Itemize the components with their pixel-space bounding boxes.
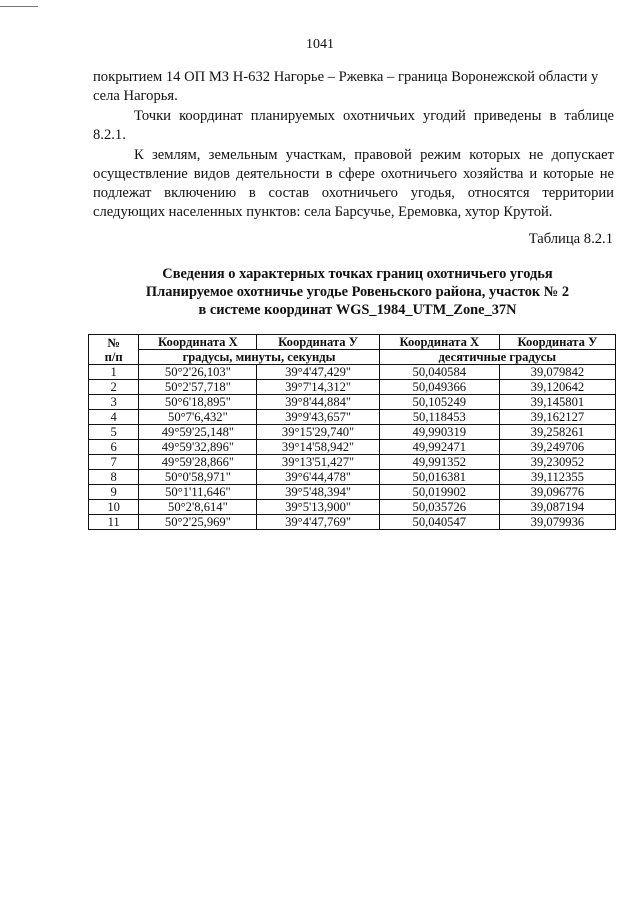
cell-coord-y: 39°4'47,429" xyxy=(257,365,379,380)
cell-coord-x-decimal: 49,991352 xyxy=(379,455,499,470)
header-dms-units: градусы, минуты, секунды xyxy=(139,350,379,365)
table-row xyxy=(89,485,616,500)
cell-coord-y-decimal: 39,087194 xyxy=(499,500,615,515)
table-row xyxy=(89,425,616,440)
cell-coord-y: 39°13'51,427" xyxy=(257,455,379,470)
header-coord-y: Координата У xyxy=(257,335,379,350)
cell-coord-y-decimal: 39,162127 xyxy=(499,410,615,425)
page-number: 1041 xyxy=(306,37,334,52)
cell-coord-x-decimal: 49,990319 xyxy=(379,425,499,440)
heading-line-1: Сведения о характерных точках границ охотничьего угодья xyxy=(162,266,553,282)
paragraph-3: К землям, земельным участкам, правовой режим которых не допускает осуществление видов деятельности в сфере охотничьего хозяйства и которые не подлежат включению в состав охотничьего угодья, относятся территории следующих населенных пунктов: села Барсучье, Еремовка, хутор Крутой. xyxy=(93,147,614,220)
cell-coord-x: 50°2'57,718" xyxy=(139,380,257,395)
header-coord-y-decimal: Координата У xyxy=(499,335,615,350)
table-row xyxy=(89,395,616,410)
coordinates-table xyxy=(88,334,616,530)
table-body xyxy=(89,365,616,530)
cell-coord-y: 39°5'48,394" xyxy=(257,485,379,500)
cell-coord-y: 39°7'14,312" xyxy=(257,380,379,395)
cell-coord-x: 50°2'25,969" xyxy=(139,515,257,530)
cell-coord-y-decimal: 39,079936 xyxy=(499,515,615,530)
heading-line-2: Планируемое охотничье угодье Ровеньского района, участок № 2 xyxy=(145,284,570,300)
table-row xyxy=(89,365,616,380)
cell-coord-x-decimal: 50,040547 xyxy=(379,515,499,530)
cell-coord-y-decimal: 39,096776 xyxy=(499,485,615,500)
cell-number: 8 xyxy=(89,470,139,485)
cell-coord-y-decimal: 39,145801 xyxy=(499,395,615,410)
cell-coord-x: 50°6'18,895" xyxy=(139,395,257,410)
cell-coord-y-decimal: 39,230952 xyxy=(499,455,615,470)
header-coord-x-decimal: Координата X xyxy=(379,335,499,350)
cell-number: 1 xyxy=(89,365,139,380)
table-row xyxy=(89,410,616,425)
cell-coord-y-decimal: 39,079842 xyxy=(499,365,615,380)
cell-number: 11 xyxy=(89,515,139,530)
cell-coord-x: 50°0'58,971" xyxy=(139,470,257,485)
table-header-row xyxy=(89,335,616,350)
paragraph-2: Точки координат планируемых охотничьих угодий приведены в таблице 8.2.1. xyxy=(93,108,614,143)
cell-coord-y: 39°9'43,657" xyxy=(257,410,379,425)
cell-coord-y: 39°6'44,478" xyxy=(257,470,379,485)
cell-coord-x-decimal: 50,049366 xyxy=(379,380,499,395)
paragraph-1: покрытием 14 ОП МЗ Н-632 Нагорье – Ржевка – граница Воронежской области у села Нагорья. xyxy=(93,69,599,104)
cell-coord-y: 39°8'44,884" xyxy=(257,395,379,410)
cell-coord-x-decimal: 50,019902 xyxy=(379,485,499,500)
cell-coord-x: 50°2'8,614" xyxy=(139,500,257,515)
header-number xyxy=(89,335,139,365)
cell-number: 7 xyxy=(89,455,139,470)
cell-coord-y-decimal: 39,258261 xyxy=(499,425,615,440)
cell-coord-x-decimal: 50,118453 xyxy=(379,410,499,425)
header-number-line-2: п/п xyxy=(104,349,123,364)
cell-coord-x-decimal: 50,105249 xyxy=(379,395,499,410)
table-units-row xyxy=(89,350,616,365)
table-heading xyxy=(80,265,635,319)
cell-coord-x: 49°59'25,148" xyxy=(139,425,257,440)
table-row xyxy=(89,470,616,485)
cell-number: 5 xyxy=(89,425,139,440)
cell-number: 2 xyxy=(89,380,139,395)
cell-coord-y-decimal: 39,249706 xyxy=(499,440,615,455)
cell-coord-x-decimal: 50,035726 xyxy=(379,500,499,515)
cell-number: 4 xyxy=(89,410,139,425)
table-row xyxy=(89,500,616,515)
cell-coord-y: 39°15'29,740" xyxy=(257,425,379,440)
header-number-line-1: № xyxy=(107,335,120,350)
cell-coord-y-decimal: 39,120642 xyxy=(499,380,615,395)
cell-coord-y: 39°14'58,942" xyxy=(257,440,379,455)
cell-coord-x: 50°1'11,646" xyxy=(139,485,257,500)
cell-coord-y: 39°4'47,769" xyxy=(257,515,379,530)
heading-line-3: в системе координат WGS_1984_UTM_Zone_37N xyxy=(198,302,517,318)
scan-corner-mark xyxy=(0,0,38,7)
cell-number: 9 xyxy=(89,485,139,500)
cell-coord-x: 49°59'32,896" xyxy=(139,440,257,455)
cell-coord-x-decimal: 50,016381 xyxy=(379,470,499,485)
table-row xyxy=(89,515,616,530)
cell-coord-x: 50°7'6,432" xyxy=(139,410,257,425)
header-decimal-units: десятичные градусы xyxy=(379,350,615,365)
cell-coord-y-decimal: 39,112355 xyxy=(499,470,615,485)
cell-number: 6 xyxy=(89,440,139,455)
cell-number: 10 xyxy=(89,500,139,515)
header-coord-x: Координата X xyxy=(139,335,257,350)
cell-coord-x-decimal: 49,992471 xyxy=(379,440,499,455)
cell-coord-x: 50°2'26,103" xyxy=(139,365,257,380)
table-row xyxy=(89,455,616,470)
cell-coord-y: 39°5'13,900" xyxy=(257,500,379,515)
cell-number: 3 xyxy=(89,395,139,410)
table-caption: Таблица 8.2.1 xyxy=(528,231,613,247)
cell-coord-x: 49°59'28,866" xyxy=(139,455,257,470)
cell-coord-x-decimal: 50,040584 xyxy=(379,365,499,380)
table-row xyxy=(89,440,616,455)
table-row xyxy=(89,380,616,395)
